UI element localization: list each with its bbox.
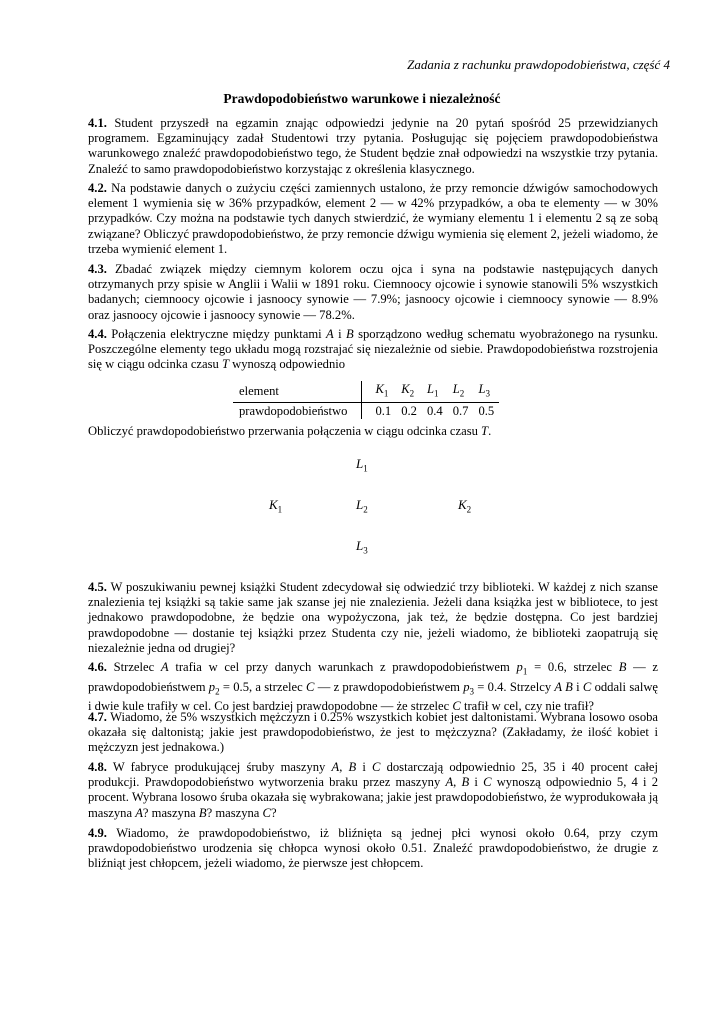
schema-subscript: 2 [363,504,368,515]
probability-table [233,381,499,419]
point-a: A [326,327,334,341]
problem-number: 4.1. [88,116,107,130]
element-symbol: K [401,382,410,396]
table-cell-element [396,381,422,402]
schema-symbol: K [269,497,278,512]
element-symbol: K [375,382,384,396]
problem-text: = 0.5, a strzelec [219,679,307,694]
machine-b: B [461,775,470,790]
problem-text: Student przyszedł na egzamin znając odpowiedzi jedynie na 20 pytań spośród 25 przewidzianych programem. Egzaminujący zadał Studentowi trzy pytania. Posługując się pojęciem prawdopodobieństwa warunkowego znaleźć prawdopodobieństwo tego, że Student będzie znał odpowiedzi na wszystkie trzy pytania. Znaleźć to samo prawdopodobieństwo korzystając z określenia klasycznego. [88,116,658,176]
prob-symbol: p [208,679,216,694]
element-subscript: 2 [459,388,465,399]
element-subscript: 1 [433,388,439,399]
problem-text: Na podstawie danych o zużyciu części zamiennych ustalono, że przy remoncie dźwigów samochodowych element 1 wymienia się w 36% przypadków, element 2 — w 42% przypadków, a oba te elementy — w 30% przypadków. Czy można na podstawie tych danych stwierdzić, że wymiany elementu 1 i elementu 2 są ze sobą związane? Obliczyć prawdopodobieństwo, że przy remoncie dźwigu wymienia się element 2, jeżeli wiadomo, że trzeba wymienić element 1. [88,181,658,256]
element-subscript: 1 [383,388,389,399]
prob-subscript: 1 [522,666,528,677]
problem-text: Zbadać związek między ciemnym kolorem oczu ojca i syna na podstawie następujących danych otrzymanych przy spisie w Anglii i Walii w 1891 roku. Ciemnoocy ojcowie i synowie stanowili 5% wszystkich badanych; ciemnoocy ojcowie i jasnoocy synowie — 7.9%; jasnoocy ojcowie i ciemnoocy synowie — 8.9% oraz jasnoocy ojcowie i jasnoocy synowie — 78.2%. [88,262,658,322]
table-cell-value: 0.2 [401,403,417,418]
problem-number: 4.6. [88,660,107,674]
element-subscript: 3 [485,388,490,399]
problem-4-6 [88,660,658,715]
schema-label-l3 [356,538,368,556]
problem-text: ? maszyna [142,805,199,820]
machine-c: C [483,775,492,790]
shooter-c: C [582,679,592,694]
problem-text: W fabryce produkującej śruby maszyny [112,760,332,774]
element-symbol: L [426,382,434,396]
problem-text: wynoszą odpowiednio 5, 4 i 2 procent. Wybrana losowo śruba okazała się wybrakowana; jakie jest prawdopodobieństwo, że wyprodukowała ją maszyna [88,775,659,820]
schema-symbol: L [356,456,364,471]
problem-text: Wiadomo, że prawdopodobieństwo, iż bliźnięta są jednej płci wynosi około 0.64, przy czym prawdopodobieństwo urodzenia się chłopca wynosi około 0.51. Znaleźć prawdopodobieństwo, że drugie z bliźniąt jest chłopcem, jeżeli wiadomo, że pierwsze jest chłopcem. [88,826,658,871]
problem-text: Połączenia elektryczne między punktami [111,327,327,341]
problem-4-8 [88,760,658,821]
prob-subscript: 3 [469,686,475,697]
problem-text: trafił w cel, czy nie trafił? [460,699,595,714]
problem-text: Strzelec [113,660,161,674]
problem-text: = 0.4. Strzelcy [474,679,555,694]
problem-4-7 [88,710,658,756]
problem-number: 4.4. [88,327,107,341]
problem-text: i [333,327,346,341]
table-cell-value: 0.1 [375,403,392,418]
schema-subscript: 1 [277,504,283,515]
problem-text: = 0.6, strzelec [527,660,619,674]
problem-4-3 [88,262,658,323]
schema-subscript: 3 [363,545,368,556]
time-t: T [221,357,229,372]
problem-text: ? [270,805,277,820]
table-separator [362,402,371,419]
problem-number: 4.5. [88,580,107,594]
problem-text: oddali salwę i dwie kule trafiły w cel. Co jest bardziej prawdopodobne — że strzelec [88,679,659,714]
time-t: T [481,424,489,438]
element-symbol: L [452,382,460,396]
table-row-probabilities [233,402,499,419]
machine-c: C [262,805,271,820]
section-title: Prawdopodobieństwo warunkowe i niezależność [223,91,501,106]
problem-number: 4.3. [88,262,107,276]
table-separator [362,381,371,402]
table-header-probability: prawdopodobieństwo [239,403,348,418]
problem-number: 4.7. [88,710,107,724]
schema-subscript: 1 [363,463,368,474]
schema-label-k2 [458,497,471,515]
problem-text: — z prawdopodobieństwem [88,660,659,694]
problem-text: ? maszyna [206,805,263,820]
problem-text: wynoszą odpowiednio [228,357,346,372]
table-cell-element [370,381,396,402]
problem-4-5 [88,580,658,656]
problem-4-4-question [88,424,658,439]
problem-text: sporządzono według schematu wyobrażonego na rysunku. Poszczególne elementy tego układu mogą rozstrajać się niezależnie od siebie. Prawdopodobieństwa rozstrojenia się w ciągu odcinka czasu [88,327,659,372]
schema-symbol: L [356,497,364,512]
shooter-b: B [618,660,627,674]
table-cell-value: 0.4 [426,403,443,418]
machine-c: C [372,760,381,774]
table-cell-value: 0.7 [452,403,469,418]
problem-text: , [453,775,462,790]
problem-text: i [572,679,583,694]
machine-b: B [348,760,357,774]
prob-subscript: 2 [215,686,220,697]
schema-symbol: L [356,538,364,553]
problem-text: Wiadomo, że 5% wszystkich mężczyzn i 0.25% wszystkich kobiet jest daltonistami. Wybrana losowo osoba okazała się daltonistą; jakie jest prawdopodobieństwo, że jest to mężczyzna? (Zakładamy, że ilość kobiet i mężczyzn jest jednakowa.) [88,710,659,755]
problem-text: dostarczają odpowiednio 25, 35 i 40 procent całej produkcji. Prawdopodobieństwo wytworzenia braku przez maszyny [88,760,659,790]
prob-symbol: p [516,660,523,674]
machine-b: B [198,805,207,820]
problem-4-9 [88,826,658,872]
shooter-c: C [452,699,461,714]
schema-label-l1 [356,456,368,474]
table-cell-element [448,381,474,402]
element-symbol: L [478,382,486,396]
problem-text: . [488,424,492,438]
problem-text: , [339,760,349,774]
problem-number: 4.2. [88,181,107,195]
running-header: Zadania z rachunku prawdopodobieństwa, część 4 [407,57,670,72]
problem-4-1 [88,116,658,177]
table-cell-element [422,381,448,402]
machine-a: A [445,775,454,790]
schema-subscript: 2 [466,504,472,515]
table-cell-value: 0.5 [478,403,495,418]
schema-label-l2 [356,497,368,515]
problem-text: W poszukiwaniu pewnej książki Student zdecydował się odwiedzić trzy biblioteki. W każdej z nich szanse znalezienia tej książki są takie same jak szanse jej nie znalezienia. Jeżeli dana książka jest w bibliotece, to jest jednakowo prawdopodobne, że będzie ona wypożyczona, jak też, że będzie dostępna. Co jest bardziej prawdopodobne — dostanie tej książki przez Studenta czy nie, jeżeli wiadomo, że biblioteki zaopatrują się niezależnie jedna od drugiej? [88,580,659,655]
table-row-elements [233,381,499,402]
problem-number: 4.9. [88,826,107,840]
shooter-c: C [306,679,315,694]
table-cell-element [473,381,499,402]
schema-label-k1 [269,497,282,515]
problem-text: Obliczyć prawdopodobieństwo przerwania połączenia w ciągu odcinka czasu [88,424,482,438]
table-header-element: element [233,381,362,402]
machine-a: A [135,805,143,820]
machine-a: A [331,760,340,774]
point-b: B [346,327,354,341]
prob-symbol: p [463,679,470,694]
problem-4-2 [88,181,658,257]
schema-symbol: K [458,497,467,512]
problem-text: — z prawdopodobieństwem [314,679,464,694]
element-subscript: 2 [409,388,415,399]
shooters-ab: A B [554,679,573,694]
problem-text: i [356,760,373,774]
problem-number: 4.8. [88,760,107,774]
shooter-a: A [160,660,169,674]
problem-text: trafia w cel przy danych warunkach z prawdopodobieństwem [168,660,517,674]
problem-text: i [469,775,484,790]
problem-4-4 [88,327,658,373]
